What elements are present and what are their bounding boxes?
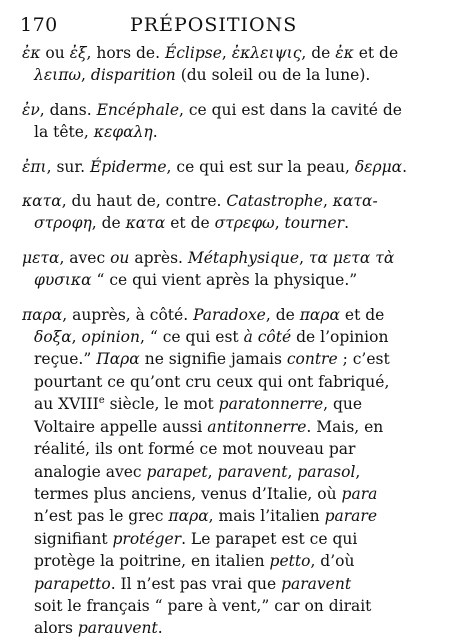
text-run: signifiant [34, 529, 113, 548]
text-run: , que [323, 395, 363, 414]
italic-text: ἐκ [22, 44, 41, 62]
text-run: . [344, 214, 350, 233]
italic-text: ἐκλειψις [231, 44, 302, 62]
text-run: termes plus anciens, venus d’Italie, où [34, 484, 342, 503]
text-run: , de [301, 44, 336, 62]
text-run: , avec [59, 248, 111, 267]
text-run: réalité, ils ont formé ce mot nouveau par [34, 440, 356, 459]
text-run: . Le parapet est ce qui [181, 529, 358, 548]
text-run: , [81, 66, 91, 85]
text-line [34, 371, 452, 393]
text-run: , [71, 328, 82, 347]
italic-text: τα μετα τὰ [308, 248, 395, 267]
text-run: la tête, [34, 123, 94, 142]
text-run: , du haut de, contre. [61, 192, 227, 211]
text-line [34, 617, 452, 639]
text-run: , [274, 214, 285, 233]
italic-text: στροφη [34, 214, 92, 233]
text-run: , “ ce qui est [140, 328, 244, 347]
text-line [34, 269, 452, 291]
text-run: . [157, 619, 163, 638]
text-run: ; c’est [337, 350, 390, 369]
italic-text: ἐκ [335, 44, 354, 62]
italic-text: κεφαλη [93, 123, 153, 142]
dictionary-entry [22, 42, 452, 87]
italic-text: opinion [81, 328, 140, 347]
text-line [22, 156, 452, 178]
text-line [34, 438, 452, 460]
text-run: , de [265, 305, 300, 324]
dictionary-entry [22, 247, 452, 292]
dictionary-entry [22, 304, 452, 640]
text-line [34, 595, 452, 617]
text-line [34, 326, 452, 348]
text-run: , mais l’italien [208, 507, 325, 526]
italic-text: παρα [168, 507, 209, 526]
italic-text: Épiderme [89, 157, 167, 176]
text-run: siècle, le mot [104, 395, 219, 414]
text-run: , [299, 248, 309, 267]
italic-text: ἐν [22, 100, 40, 119]
text-run: , hors de. [86, 44, 165, 62]
text-run: . [402, 157, 408, 176]
italic-text: κατα [125, 214, 166, 233]
text-run: après. [129, 248, 188, 267]
text-line [34, 573, 452, 595]
italic-text: parapet [146, 462, 208, 481]
italic-text: parauvent [77, 619, 158, 638]
running-title: PRÉPOSITIONS [130, 14, 298, 36]
text-run: , [322, 192, 333, 211]
italic-text: ἐπι [22, 157, 47, 176]
text-line [34, 64, 452, 86]
text-run: ne signifie jamais [139, 350, 287, 369]
italic-text: κατα- [332, 192, 378, 211]
italic-text: Métaphysique [187, 248, 300, 267]
text-run: et de [339, 305, 385, 324]
text-run: , [287, 462, 298, 481]
italic-text: κατα [22, 192, 62, 211]
text-run: et de [165, 214, 215, 233]
italic-text: para [341, 484, 378, 503]
text-line [34, 505, 452, 527]
text-run: , d’où [310, 552, 355, 571]
italic-text: ou [110, 248, 130, 267]
text-line [34, 348, 452, 370]
text-run: , auprès, à côté. [62, 305, 194, 324]
italic-text: parapetto [34, 574, 111, 593]
dictionary-entry [22, 190, 452, 235]
dictionary-entry [22, 99, 452, 144]
italic-text: δοξα [34, 328, 72, 347]
text-run: , de [91, 214, 126, 233]
page-body [22, 42, 452, 640]
text-run: (du soleil ou de la lune). [175, 66, 371, 85]
text-line [34, 483, 452, 505]
text-run: , [207, 462, 218, 481]
italic-text: tourner [284, 214, 345, 233]
text-run: n’est pas le grec [34, 507, 169, 526]
text-line [22, 99, 452, 121]
text-run: pourtant ce qu’ont cru ceux qui ont fabriqué, [34, 372, 390, 391]
text-run: . Il n’est pas vrai que [110, 574, 282, 593]
italic-text: Paradoxe [193, 305, 266, 324]
text-run: analogie avec [34, 462, 147, 481]
italic-text: παρα [22, 305, 63, 324]
italic-text: petto [269, 552, 311, 571]
text-run: . [152, 123, 158, 142]
italic-text: parasol [297, 462, 356, 481]
italic-text: paravent [281, 574, 352, 593]
text-run: protège la poitrine, en italien [34, 552, 270, 571]
text-line [22, 247, 452, 269]
text-line [34, 212, 452, 234]
italic-text: protéger [112, 529, 182, 548]
italic-text: Παρα [96, 350, 140, 369]
italic-text: Encéphale [96, 100, 179, 119]
text-line [34, 461, 452, 483]
text-run: alors [34, 619, 78, 638]
text-run: soit le français “ pare à vent,” car on dirait [34, 596, 372, 615]
page-header [0, 10, 471, 40]
italic-text: parare [324, 507, 378, 526]
text-line [34, 550, 452, 572]
page-number: 170 [20, 14, 58, 36]
text-run: au XVIII [34, 395, 99, 414]
italic-text: disparition [90, 66, 176, 85]
text-run: de l’opinion [291, 328, 389, 347]
text-run: , [221, 44, 232, 62]
text-run: Voltaire appelle aussi [34, 417, 208, 436]
italic-text: μετα [22, 248, 60, 267]
text-run: “ ce qui vient après la physique.” [91, 271, 358, 290]
italic-text: φυσικα [34, 271, 92, 290]
italic-text: paratonnerre [218, 395, 324, 414]
text-run: ou [40, 44, 70, 62]
italic-text: Éclipse [164, 44, 222, 62]
text-line [34, 416, 452, 438]
text-run: et de [353, 44, 399, 62]
text-line [34, 528, 452, 550]
italic-text: παρα [299, 305, 340, 324]
italic-text: antitonnerre [207, 417, 307, 436]
italic-text: à côté [243, 328, 292, 347]
italic-text: contre [286, 350, 338, 369]
text-run: . Mais, en [306, 417, 384, 436]
text-line [22, 304, 452, 326]
text-line [22, 190, 452, 212]
italic-text: Catastrophe [226, 192, 323, 211]
text-line [34, 121, 452, 143]
italic-text: ἐξ [69, 44, 87, 62]
text-run: , ce qui est dans la cavité de [179, 100, 402, 119]
italic-text: στρεφω [214, 214, 275, 233]
text-run: , dans. [39, 100, 97, 119]
italic-text: λειπω [34, 66, 82, 85]
text-run: , ce qui est sur la peau, [166, 157, 355, 176]
text-line [22, 42, 452, 64]
superscript-text: e [98, 395, 105, 407]
text-line [34, 393, 452, 415]
italic-text: δερμα [354, 157, 403, 176]
dictionary-entry [22, 156, 452, 178]
text-run: reçue.” [34, 350, 97, 369]
text-run: , sur. [46, 157, 90, 176]
italic-text: paravent [217, 462, 288, 481]
text-run: , [355, 462, 361, 481]
